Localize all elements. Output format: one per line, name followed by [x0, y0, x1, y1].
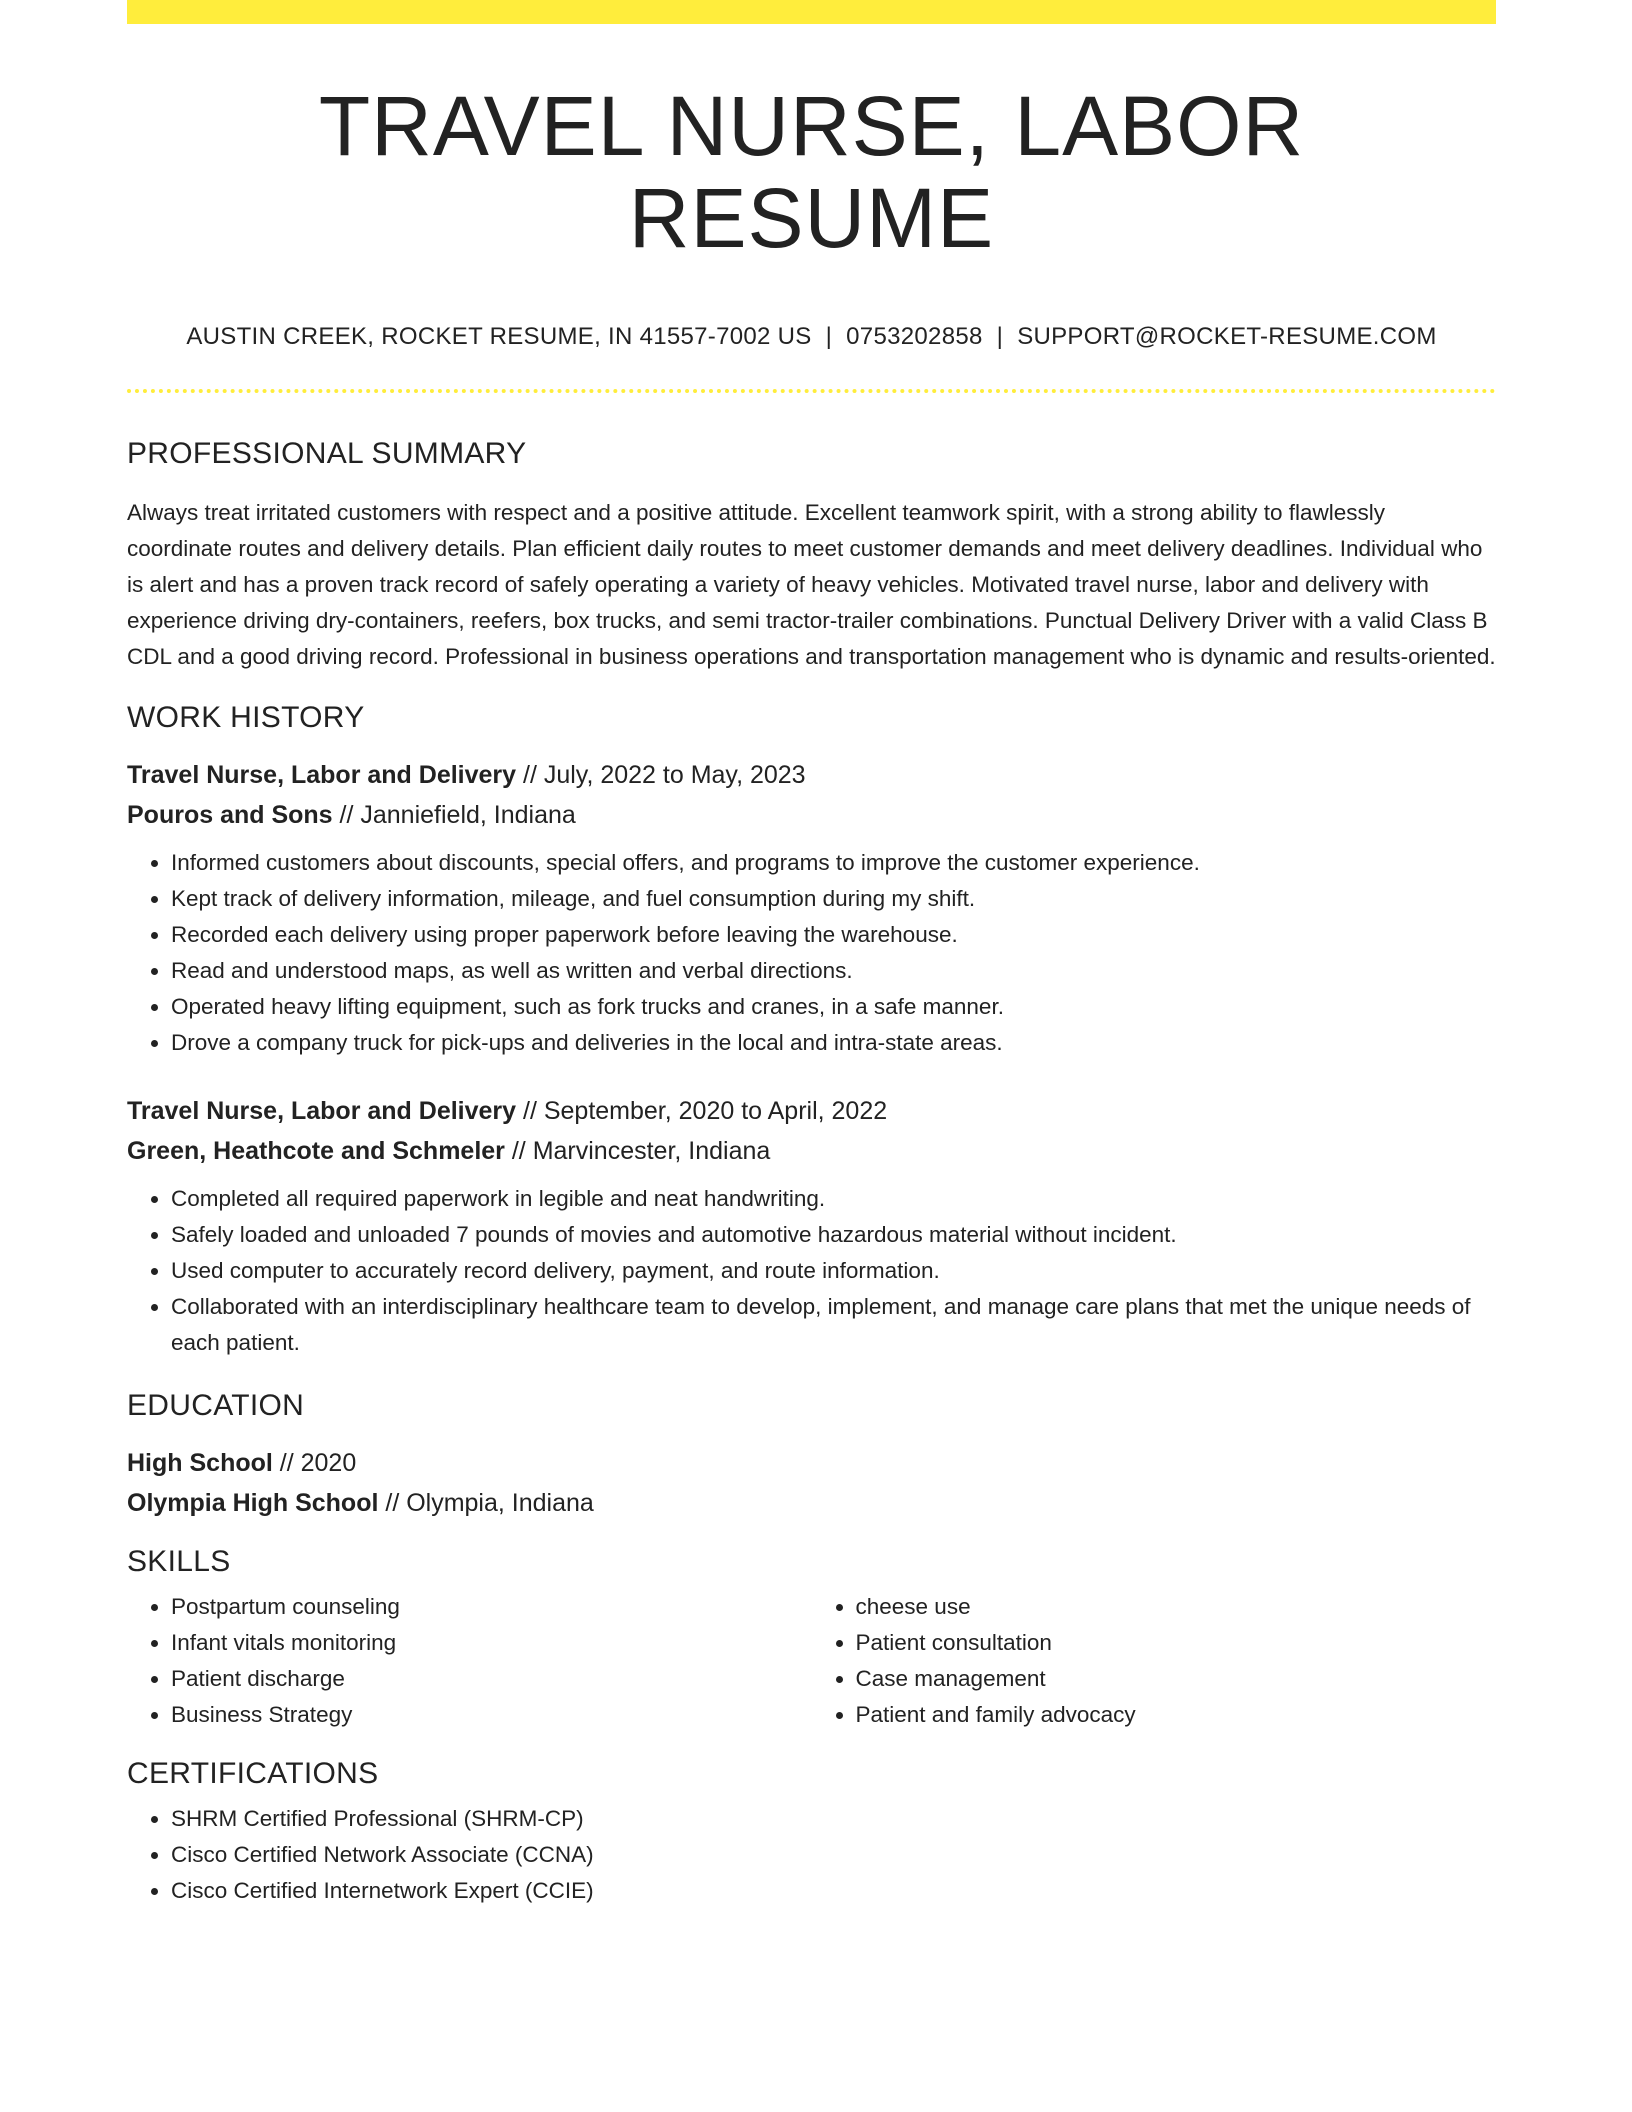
contact-separator: |: [825, 322, 833, 350]
job-bullet: • Collaborated with an interdisciplinary healthcare team to develop, implement, and manage care plans that met the unique needs of each patient.: [171, 1289, 1496, 1361]
job-location: // Janniefield, Indiana: [332, 800, 576, 829]
job-bullets: [127, 1181, 1496, 1361]
job-entry: [127, 755, 1496, 1061]
summary-text: Always treat irritated customers with respect and a positive attitude. Excellent teamwork spirit, with a strong ability to flawlessly coordinate routes and delivery details. Plan efficient daily routes to meet customer demands and meet delivery deadlines. Individual who is alert and has a proven track record of safely operating a variety of heavy vehicles. Motivated travel nurse, labor and delivery with experience driving dry-containers, reefers, box trucks, and semi tractor-trailer combinations. Punctual Delivery Driver with a valid Class B CDL and a good driving record. Professional in business operations and transportation management who is dynamic and results-oriented.: [127, 499, 1496, 669]
job-bullet: • Informed customers about discounts, special offers, and programs to improve the customer experience.: [171, 845, 1496, 881]
skill-item: • Business Strategy: [171, 1697, 812, 1733]
job-bullet: • Read and understood maps, as well as written and verbal directions.: [171, 953, 1496, 989]
job-bullet: • Operated heavy lifting equipment, such as fork trucks and cranes, in a safe manner.: [171, 989, 1496, 1025]
skill-item: • Patient consultation: [856, 1625, 1497, 1661]
contact-address: AUSTIN CREEK, ROCKET RESUME, IN 41557-7002 US: [186, 322, 812, 350]
education-location: // Olympia, Indiana: [378, 1488, 594, 1517]
skill-item: • Patient and family advocacy: [856, 1697, 1497, 1733]
education-school-line: [127, 1483, 1496, 1523]
skill-item: • Postpartum counseling: [171, 1589, 812, 1625]
resume-title: TRAVEL NURSE, LABOR RESUME: [318, 79, 1305, 266]
section-heading-certifications: CERTIFICATIONS: [127, 1756, 379, 1790]
skill-item: • Patient discharge: [171, 1661, 812, 1697]
contact-separator: |: [996, 322, 1004, 350]
job-bullet: • Used computer to accurately record delivery, payment, and route information.: [171, 1253, 1496, 1289]
education-degree-line: [127, 1443, 1496, 1483]
job-company: Green, Heathcote and Schmeler: [127, 1136, 505, 1165]
job-company-line: [127, 1131, 1496, 1171]
job-bullet: • Completed all required paperwork in legible and neat handwriting.: [171, 1181, 1496, 1217]
job-bullet: • Recorded each delivery using proper paperwork before leaving the warehouse.: [171, 917, 1496, 953]
job-title: Travel Nurse, Labor and Delivery: [127, 1096, 517, 1125]
education-school: Olympia High School: [127, 1488, 379, 1517]
certification-item: • Cisco Certified Internetwork Expert (CCIE): [171, 1873, 1496, 1909]
contact-email: SUPPORT@ROCKET-RESUME.COM: [1017, 322, 1437, 350]
skills-list-right: [812, 1589, 1497, 1733]
skills-list-left: [127, 1589, 812, 1733]
dotted-divider: [127, 389, 1496, 393]
skill-item: • Case management: [856, 1661, 1497, 1697]
job-entry: [127, 1091, 1496, 1361]
skill-item: • Infant vitals monitoring: [171, 1625, 812, 1661]
job-title: Travel Nurse, Labor and Delivery: [127, 760, 517, 789]
education-entry: [127, 1443, 1496, 1523]
certifications-list: [127, 1801, 1496, 1909]
skill-item: • cheese use: [856, 1589, 1497, 1625]
resume-page: [127, 0, 1496, 1909]
certification-item: • Cisco Certified Network Associate (CCNA): [171, 1837, 1496, 1873]
certification-item: • SHRM Certified Professional (SHRM-CP): [171, 1801, 1496, 1837]
job-bullet: • Kept track of delivery information, mileage, and fuel consumption during my shift.: [171, 881, 1496, 917]
job-dates: // July, 2022 to May, 2023: [516, 760, 806, 789]
job-company: Pouros and Sons: [127, 800, 333, 829]
education-degree: High School: [127, 1448, 273, 1477]
contact-phone: 0753202858: [846, 322, 983, 350]
section-heading-work-history: WORK HISTORY: [127, 700, 365, 734]
job-bullet: • Safely loaded and unloaded 7 pounds of movies and automotive hazardous material without incident.: [171, 1217, 1496, 1253]
job-title-line: [127, 755, 1496, 795]
job-bullet: • Drove a company truck for pick-ups and deliveries in the local and intra-state areas.: [171, 1025, 1496, 1061]
job-dates: // September, 2020 to April, 2022: [516, 1096, 888, 1125]
section-heading-summary: PROFESSIONAL SUMMARY: [127, 436, 527, 470]
job-company-line: [127, 795, 1496, 835]
job-location: // Marvincester, Indiana: [504, 1136, 771, 1165]
section-heading-skills: SKILLS: [127, 1544, 231, 1578]
section-heading-education: EDUCATION: [127, 1388, 305, 1422]
skills-columns: [127, 1589, 1496, 1733]
education-year: // 2020: [272, 1448, 357, 1477]
accent-bar: [127, 0, 1496, 24]
job-title-line: [127, 1091, 1496, 1131]
contact-line: [127, 323, 1496, 351]
job-bullets: [127, 845, 1496, 1061]
